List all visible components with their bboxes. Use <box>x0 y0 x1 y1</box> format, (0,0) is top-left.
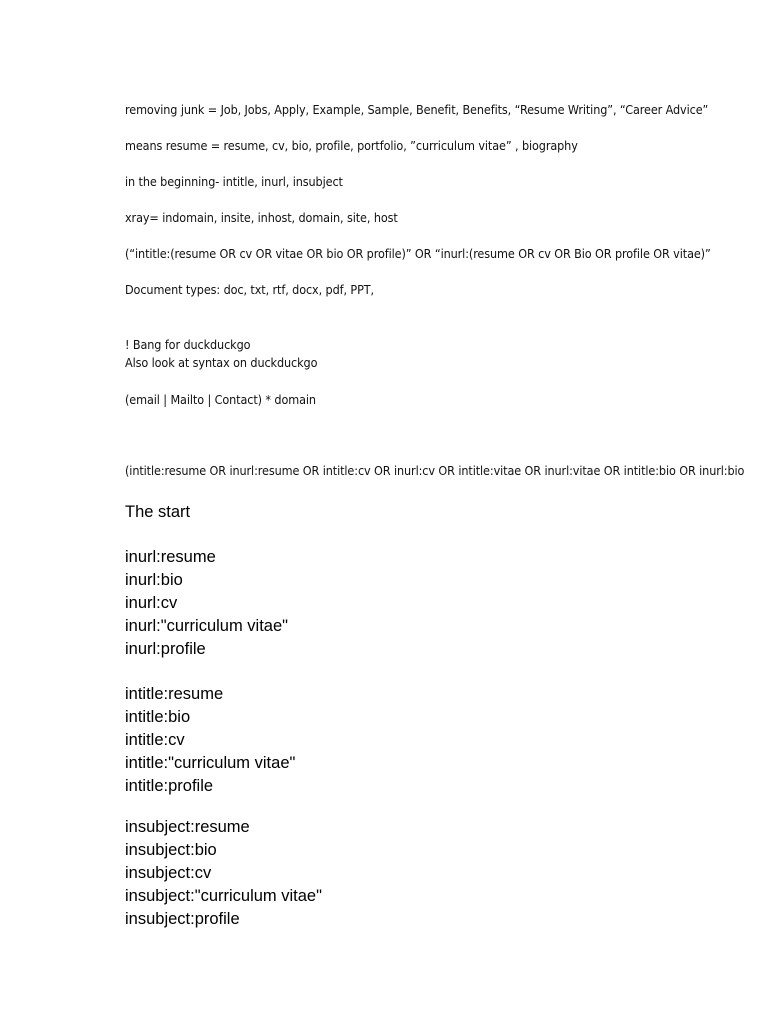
section-heading-the-start: The start <box>125 503 191 521</box>
note-syntax-duckduckgo: Also look at syntax on duckduckgo <box>125 355 318 370</box>
operator-line: insubject:cv <box>125 864 212 882</box>
operator-line: intitle:profile <box>125 777 214 795</box>
operator-line: inurl:profile <box>125 640 206 658</box>
note-email-query: (email | Mailto | Contact) * domain <box>125 392 316 407</box>
operator-line: inurl:cv <box>125 594 178 612</box>
operator-line: insubject:bio <box>125 841 217 859</box>
note-in-the-beginning: in the beginning- intitle, inurl, insubject <box>125 174 343 189</box>
note-intitle-or-inurl-query: (“intitle:(resume OR cv OR vitae OR bio OR profile)” OR “inurl:(resume OR cv OR Bio OR profile OR vitae)” <box>125 246 711 261</box>
operator-line: insubject:resume <box>125 818 250 836</box>
operator-line: inurl:"curriculum vitae" <box>125 617 289 635</box>
note-xray: xray= indomain, insite, inhost, domain, site, host <box>125 210 398 225</box>
note-document-types: Document types: doc, txt, rtf, docx, pdf, PPT, <box>125 282 375 297</box>
operator-line: intitle:bio <box>125 708 191 726</box>
operator-line: inurl:resume <box>125 548 216 566</box>
operator-line: inurl:bio <box>125 571 183 589</box>
operator-line: intitle:cv <box>125 731 185 749</box>
note-means-resume: means resume = resume, cv, bio, profile, portfolio, ”curriculum vitae” , biography <box>125 138 578 153</box>
note-bang-duckduckgo: ! Bang for duckduckgo <box>125 337 251 352</box>
operator-line: intitle:resume <box>125 685 224 703</box>
document-content <box>125 0 745 1024</box>
note-long-boolean-query: (intitle:resume OR inurl:resume OR intitle:cv OR inurl:cv OR intitle:vitae OR inurl:vitae OR intitle:bio OR inurl:bio <box>125 463 745 478</box>
note-removing-junk: removing junk = Job, Jobs, Apply, Example, Sample, Benefit, Benefits, “Resume Writing”, “Career Advice” <box>125 102 709 117</box>
operator-line: insubject:profile <box>125 910 240 928</box>
operator-line: insubject:"curriculum vitae" <box>125 887 322 905</box>
operator-line: intitle:"curriculum vitae" <box>125 754 296 772</box>
